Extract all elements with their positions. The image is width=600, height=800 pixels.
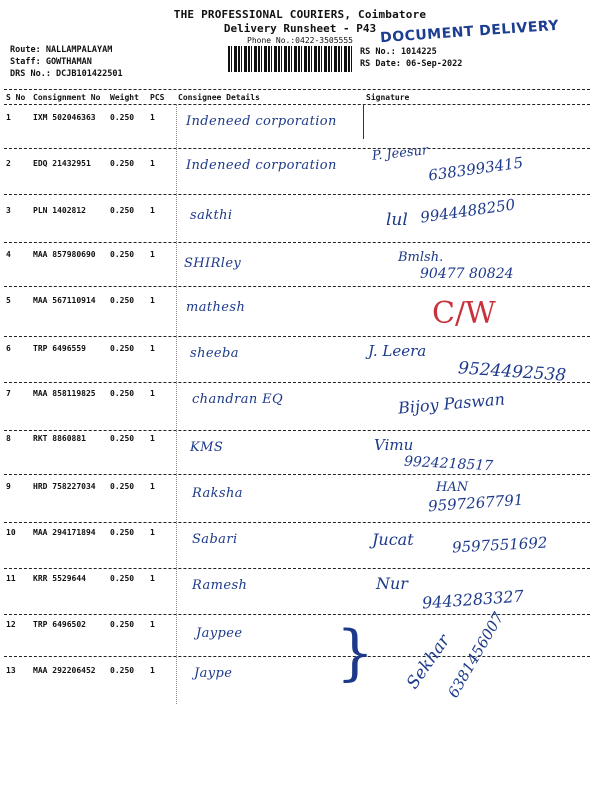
row-pcs: 1: [150, 666, 155, 675]
row-sno: 12: [6, 620, 16, 629]
row-weight: 0.250: [110, 206, 135, 215]
consignee-name: Ramesh: [192, 578, 248, 593]
rs-number: RS No.: 1014225: [360, 47, 437, 57]
row-pcs: 1: [150, 113, 155, 122]
row-divider: [4, 474, 590, 475]
signature-name: HAN: [436, 480, 469, 495]
col-pcs: PCS: [150, 93, 165, 102]
row-divider: [4, 656, 590, 657]
row-divider: [4, 382, 590, 383]
row-weight: 0.250: [110, 434, 135, 443]
consignee-name: Indeneed corporation: [186, 114, 337, 129]
row-weight: 0.250: [110, 159, 135, 168]
signature-phone: 9597551692: [451, 533, 548, 557]
row-divider: [4, 194, 590, 195]
signature-mark: Nur: [376, 574, 408, 593]
row-consignment: TRP 6496502: [33, 620, 86, 629]
consignee-name: chandran EQ: [192, 392, 284, 407]
row-weight: 0.250: [110, 528, 135, 537]
row-consignment: IXM 502046363: [33, 113, 96, 122]
signature-phone: 9524492538: [457, 358, 567, 386]
signature-divider: [363, 104, 364, 139]
row-pcs: 1: [150, 434, 155, 443]
row-sno: 9: [6, 482, 11, 491]
row-consignment: MAA 857980690: [33, 250, 96, 259]
consignee-name: Indeneed corporation: [186, 158, 337, 173]
row-weight: 0.250: [110, 482, 135, 491]
signature-phone: 6381456007: [444, 609, 508, 701]
row-sno: 4: [6, 250, 11, 259]
consignee-name: mathesh: [186, 300, 246, 315]
row-consignment: EDQ 21432951: [33, 159, 91, 168]
row-weight: 0.250: [110, 344, 135, 353]
row-pcs: 1: [150, 620, 155, 629]
row-pcs: 1: [150, 574, 155, 583]
row-consignment: KRR 5529644: [33, 574, 86, 583]
route-label: Route: NALLAMPALAYAM: [10, 45, 113, 55]
row-divider: [4, 286, 590, 287]
divider: [4, 89, 590, 90]
drs-number: DRS No.: DCJB101422501: [10, 69, 123, 79]
signature-phone: 9597267791: [427, 490, 524, 516]
consignee-name: Raksha: [192, 486, 243, 501]
row-consignment: HRD 758227034: [33, 482, 96, 491]
divider: [4, 104, 590, 105]
signature-name: J. Leera: [368, 342, 427, 360]
signature-mark: Bmlsh.: [398, 250, 444, 265]
row-pcs: 1: [150, 250, 155, 259]
row-weight: 0.250: [110, 620, 135, 629]
row-weight: 0.250: [110, 250, 135, 259]
document-delivery-stamp: DOCUMENT DELIVERY: [379, 17, 560, 47]
row-consignment: TRP 6496559: [33, 344, 86, 353]
row-consignment: PLN 1402812: [33, 206, 86, 215]
signature-name: P. Jeesur: [371, 143, 429, 164]
consignee-name: Jaype: [194, 666, 233, 681]
phone-number: Phone No.:0422-3505555: [247, 36, 353, 45]
consignee-name: KMS: [190, 440, 224, 455]
signature-phone: 9443283327: [421, 586, 525, 613]
row-divider: [4, 242, 590, 243]
company-name: THE PROFESSIONAL COURIERS, Coimbatore: [173, 8, 427, 21]
row-weight: 0.250: [110, 389, 135, 398]
row-sno: 11: [6, 574, 16, 583]
row-divider: [4, 148, 590, 149]
row-weight: 0.250: [110, 574, 135, 583]
signature-phone: 9944488250: [419, 195, 517, 227]
bracket-mark: }: [336, 618, 375, 688]
row-pcs: 1: [150, 344, 155, 353]
row-weight: 0.250: [110, 113, 135, 122]
consignee-name: SHIRley: [184, 256, 242, 271]
signature-phone: 90477 80824: [420, 266, 514, 282]
consignee-name: Jaypee: [196, 626, 243, 641]
signature-mark: Sekhar: [402, 631, 455, 693]
signature-name: Bijoy Paswan: [397, 389, 506, 418]
barcode: [228, 46, 354, 72]
row-pcs: 1: [150, 528, 155, 537]
row-divider: [4, 568, 590, 569]
row-consignment: MAA 292206452: [33, 666, 96, 675]
row-pcs: 1: [150, 389, 155, 398]
signature-phone: 6383993415: [427, 153, 525, 185]
row-divider: [4, 430, 590, 431]
row-divider: [4, 522, 590, 523]
row-sno: 13: [6, 666, 16, 675]
col-consignment: Consignment No: [33, 93, 101, 102]
row-sno: 10: [6, 528, 16, 537]
row-consignment: RKT 8860881: [33, 434, 86, 443]
rs-date: RS Date: 06-Sep-2022: [360, 59, 463, 69]
meta-right: [360, 46, 462, 70]
row-divider: [4, 336, 590, 337]
consignee-name: sheeba: [190, 346, 239, 361]
col-weight: Weight: [110, 93, 139, 102]
signature-mark: lul: [386, 210, 408, 230]
signature-name: Vimu: [374, 436, 414, 454]
row-sno: 6: [6, 344, 11, 353]
row-sno: 7: [6, 389, 11, 398]
row-consignment: MAA 858119825: [33, 389, 96, 398]
signature-cw: C/W: [432, 296, 496, 331]
row-sno: 3: [6, 206, 11, 215]
runsheet-title: Delivery Runsheet - P43: [223, 22, 377, 35]
signature-phone: 9924218517: [403, 453, 494, 475]
row-pcs: 1: [150, 482, 155, 491]
row-sno: 5: [6, 296, 11, 305]
consignee-name: Sabari: [192, 532, 238, 547]
col-sno: S No: [6, 93, 26, 102]
row-weight: 0.250: [110, 666, 135, 675]
row-weight: 0.250: [110, 296, 135, 305]
row-sno: 1: [6, 113, 11, 122]
meta-left: [10, 44, 123, 80]
row-pcs: 1: [150, 296, 155, 305]
staff-label: Staff: GOWTHAMAN: [10, 57, 92, 67]
row-sno: 8: [6, 434, 11, 443]
col-consignee: Consignee Details: [178, 93, 260, 102]
col-signature: Signature: [366, 93, 410, 102]
row-pcs: 1: [150, 159, 155, 168]
row-consignment: MAA 294171894: [33, 528, 96, 537]
consignee-name: sakthi: [190, 208, 233, 223]
row-pcs: 1: [150, 206, 155, 215]
row-sno: 2: [6, 159, 11, 168]
row-consignment: MAA 567110914: [33, 296, 96, 305]
signature-mark: Jucat: [372, 530, 414, 549]
